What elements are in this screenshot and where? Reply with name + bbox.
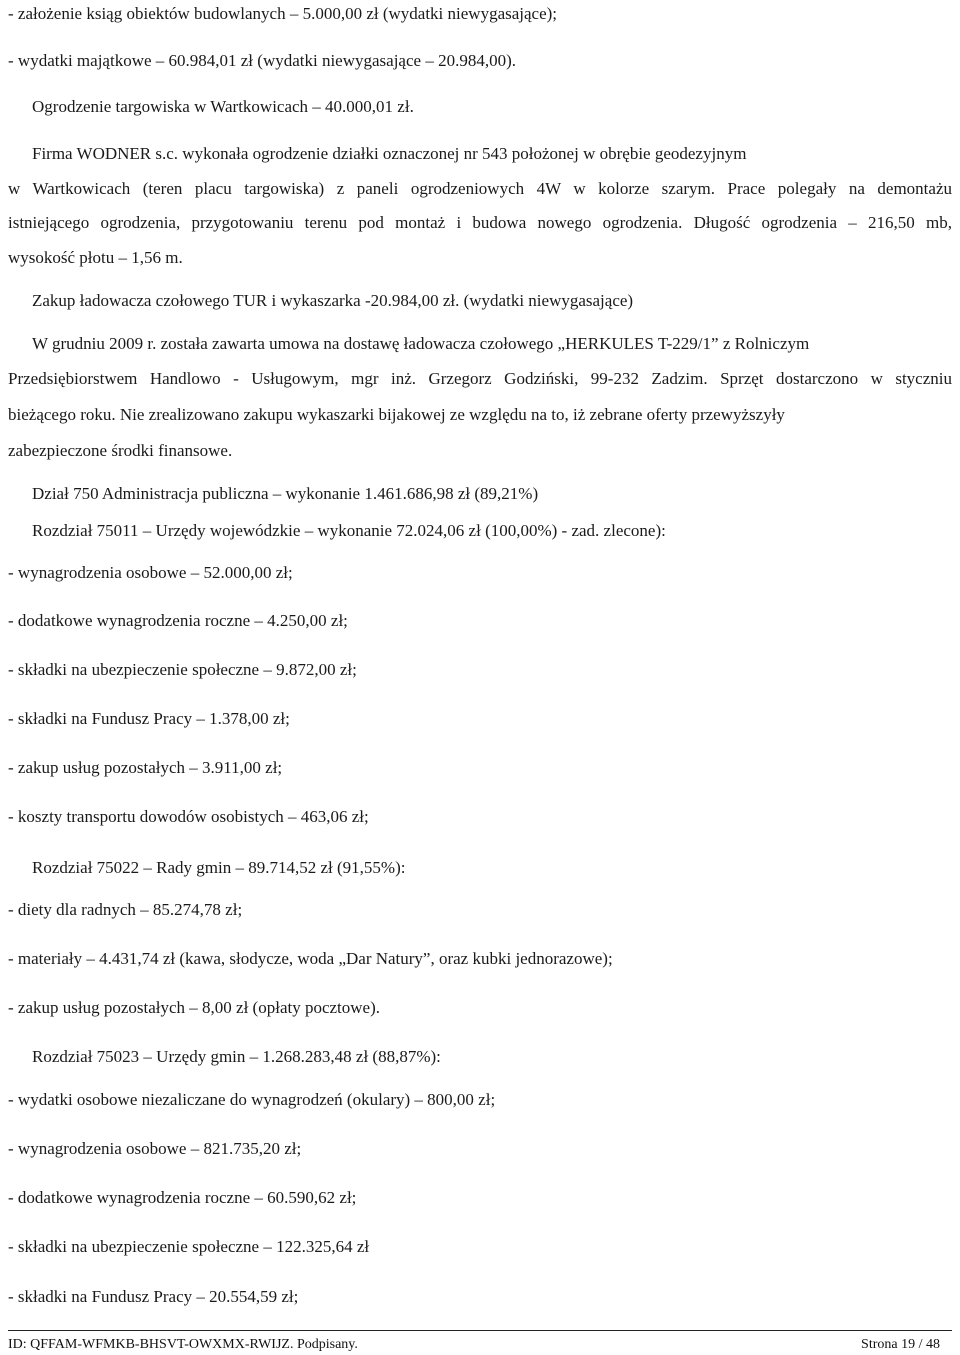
paragraph-line: Przedsiębiorstwem Handlowo - Usługowym, mgr inż. Grzegorz Godziński, 99-232 Zadzim. Sprzęt dostarczono w styczniu (8, 369, 952, 388)
paragraph-line: bieżącego roku. Nie zrealizowano zakupu wykaszarki bijakowej ze względu na to, iż zebrane oferty przewyższyły (8, 405, 785, 424)
section-heading: Ogrodzenie targowiska w Wartkowicach – 40.000,01 zł. (32, 97, 414, 116)
list-item: - koszty transportu dowodów osobistych – 463,06 zł; (8, 807, 369, 826)
paragraph-line: zabezpieczone środki finansowe. (8, 441, 233, 460)
section-heading: Rozdział 75011 – Urzędy wojewódzkie – wykonanie 72.024,06 zł (100,00%) - zad. zlecone): (32, 521, 666, 540)
section-heading: Zakup ładowacza czołowego TUR i wykaszarka -20.984,00 zł. (wydatki niewygasające) (32, 291, 634, 310)
list-item: - składki na Fundusz Pracy – 20.554,59 zł; (8, 1287, 299, 1306)
section-heading: Rozdział 75023 – Urzędy gmin – 1.268.283,48 zł (88,87%): (32, 1047, 441, 1066)
list-item: - zakup usług pozostałych – 8,00 zł (opłaty pocztowe). (8, 998, 381, 1017)
paragraph-line: Firma WODNER s.c. wykonała ogrodzenie działki oznaczonej nr 543 położonej w obrębie geodezyjnym (32, 144, 747, 163)
list-item: - diety dla radnych – 85.274,78 zł; (8, 900, 243, 919)
document-id: ID: QFFAM-WFMKB-BHSVT-OWXMX-RWIJZ. Podpisany. (8, 1337, 358, 1352)
page-number: Strona 19 / 48 (861, 1337, 940, 1352)
list-item: - składki na Fundusz Pracy – 1.378,00 zł; (8, 709, 290, 728)
list-item: - składki na ubezpieczenie społeczne – 122.325,64 zł (8, 1237, 370, 1256)
list-item: - wynagrodzenia osobowe – 821.735,20 zł; (8, 1139, 302, 1158)
paragraph-line: wysokość płotu – 1,56 m. (8, 248, 183, 267)
section-heading: Rozdział 75022 – Rady gmin – 89.714,52 zł (91,55%): (32, 858, 406, 877)
list-item: - dodatkowe wynagrodzenia roczne – 4.250,00 zł; (8, 611, 348, 630)
list-item: - wydatki majątkowe – 60.984,01 zł (wydatki niewygasające – 20.984,00). (8, 51, 516, 70)
list-item: - zakup usług pozostałych – 3.911,00 zł; (8, 758, 283, 777)
footer-divider (8, 1330, 952, 1331)
list-item: - założenie ksiąg obiektów budowlanych – 5.000,00 zł (wydatki niewygasające); (8, 4, 558, 23)
paragraph-line: istniejącego ogrodzenia, przygotowaniu terenu pod montaż i budowa nowego ogrodzenia. Długość ogrodzenia – 216,50 mb, (8, 213, 952, 232)
list-item: - składki na ubezpieczenie społeczne – 9.872,00 zł; (8, 660, 357, 679)
paragraph-line: w Wartkowicach (teren placu targowiska) z paneli ogrodzeniowych 4W w kolorze szarym. Prace polegały na demontażu (8, 179, 952, 198)
list-item: - dodatkowe wynagrodzenia roczne – 60.590,62 zł; (8, 1188, 357, 1207)
list-item: - wydatki osobowe niezaliczane do wynagrodzeń (okulary) – 800,00 zł; (8, 1090, 496, 1109)
paragraph-line: W grudniu 2009 r. została zawarta umowa na dostawę ładowacza czołowego „HERKULES T-229/1” z Rolniczym (32, 334, 810, 353)
list-item: - materiały – 4.431,74 zł (kawa, słodycze, woda „Dar Natury”, oraz kubki jednorazowe); (8, 949, 613, 968)
section-heading: Dział 750 Administracja publiczna – wykonanie 1.461.686,98 zł (89,21%) (32, 484, 539, 503)
list-item: - wynagrodzenia osobowe – 52.000,00 zł; (8, 563, 293, 582)
